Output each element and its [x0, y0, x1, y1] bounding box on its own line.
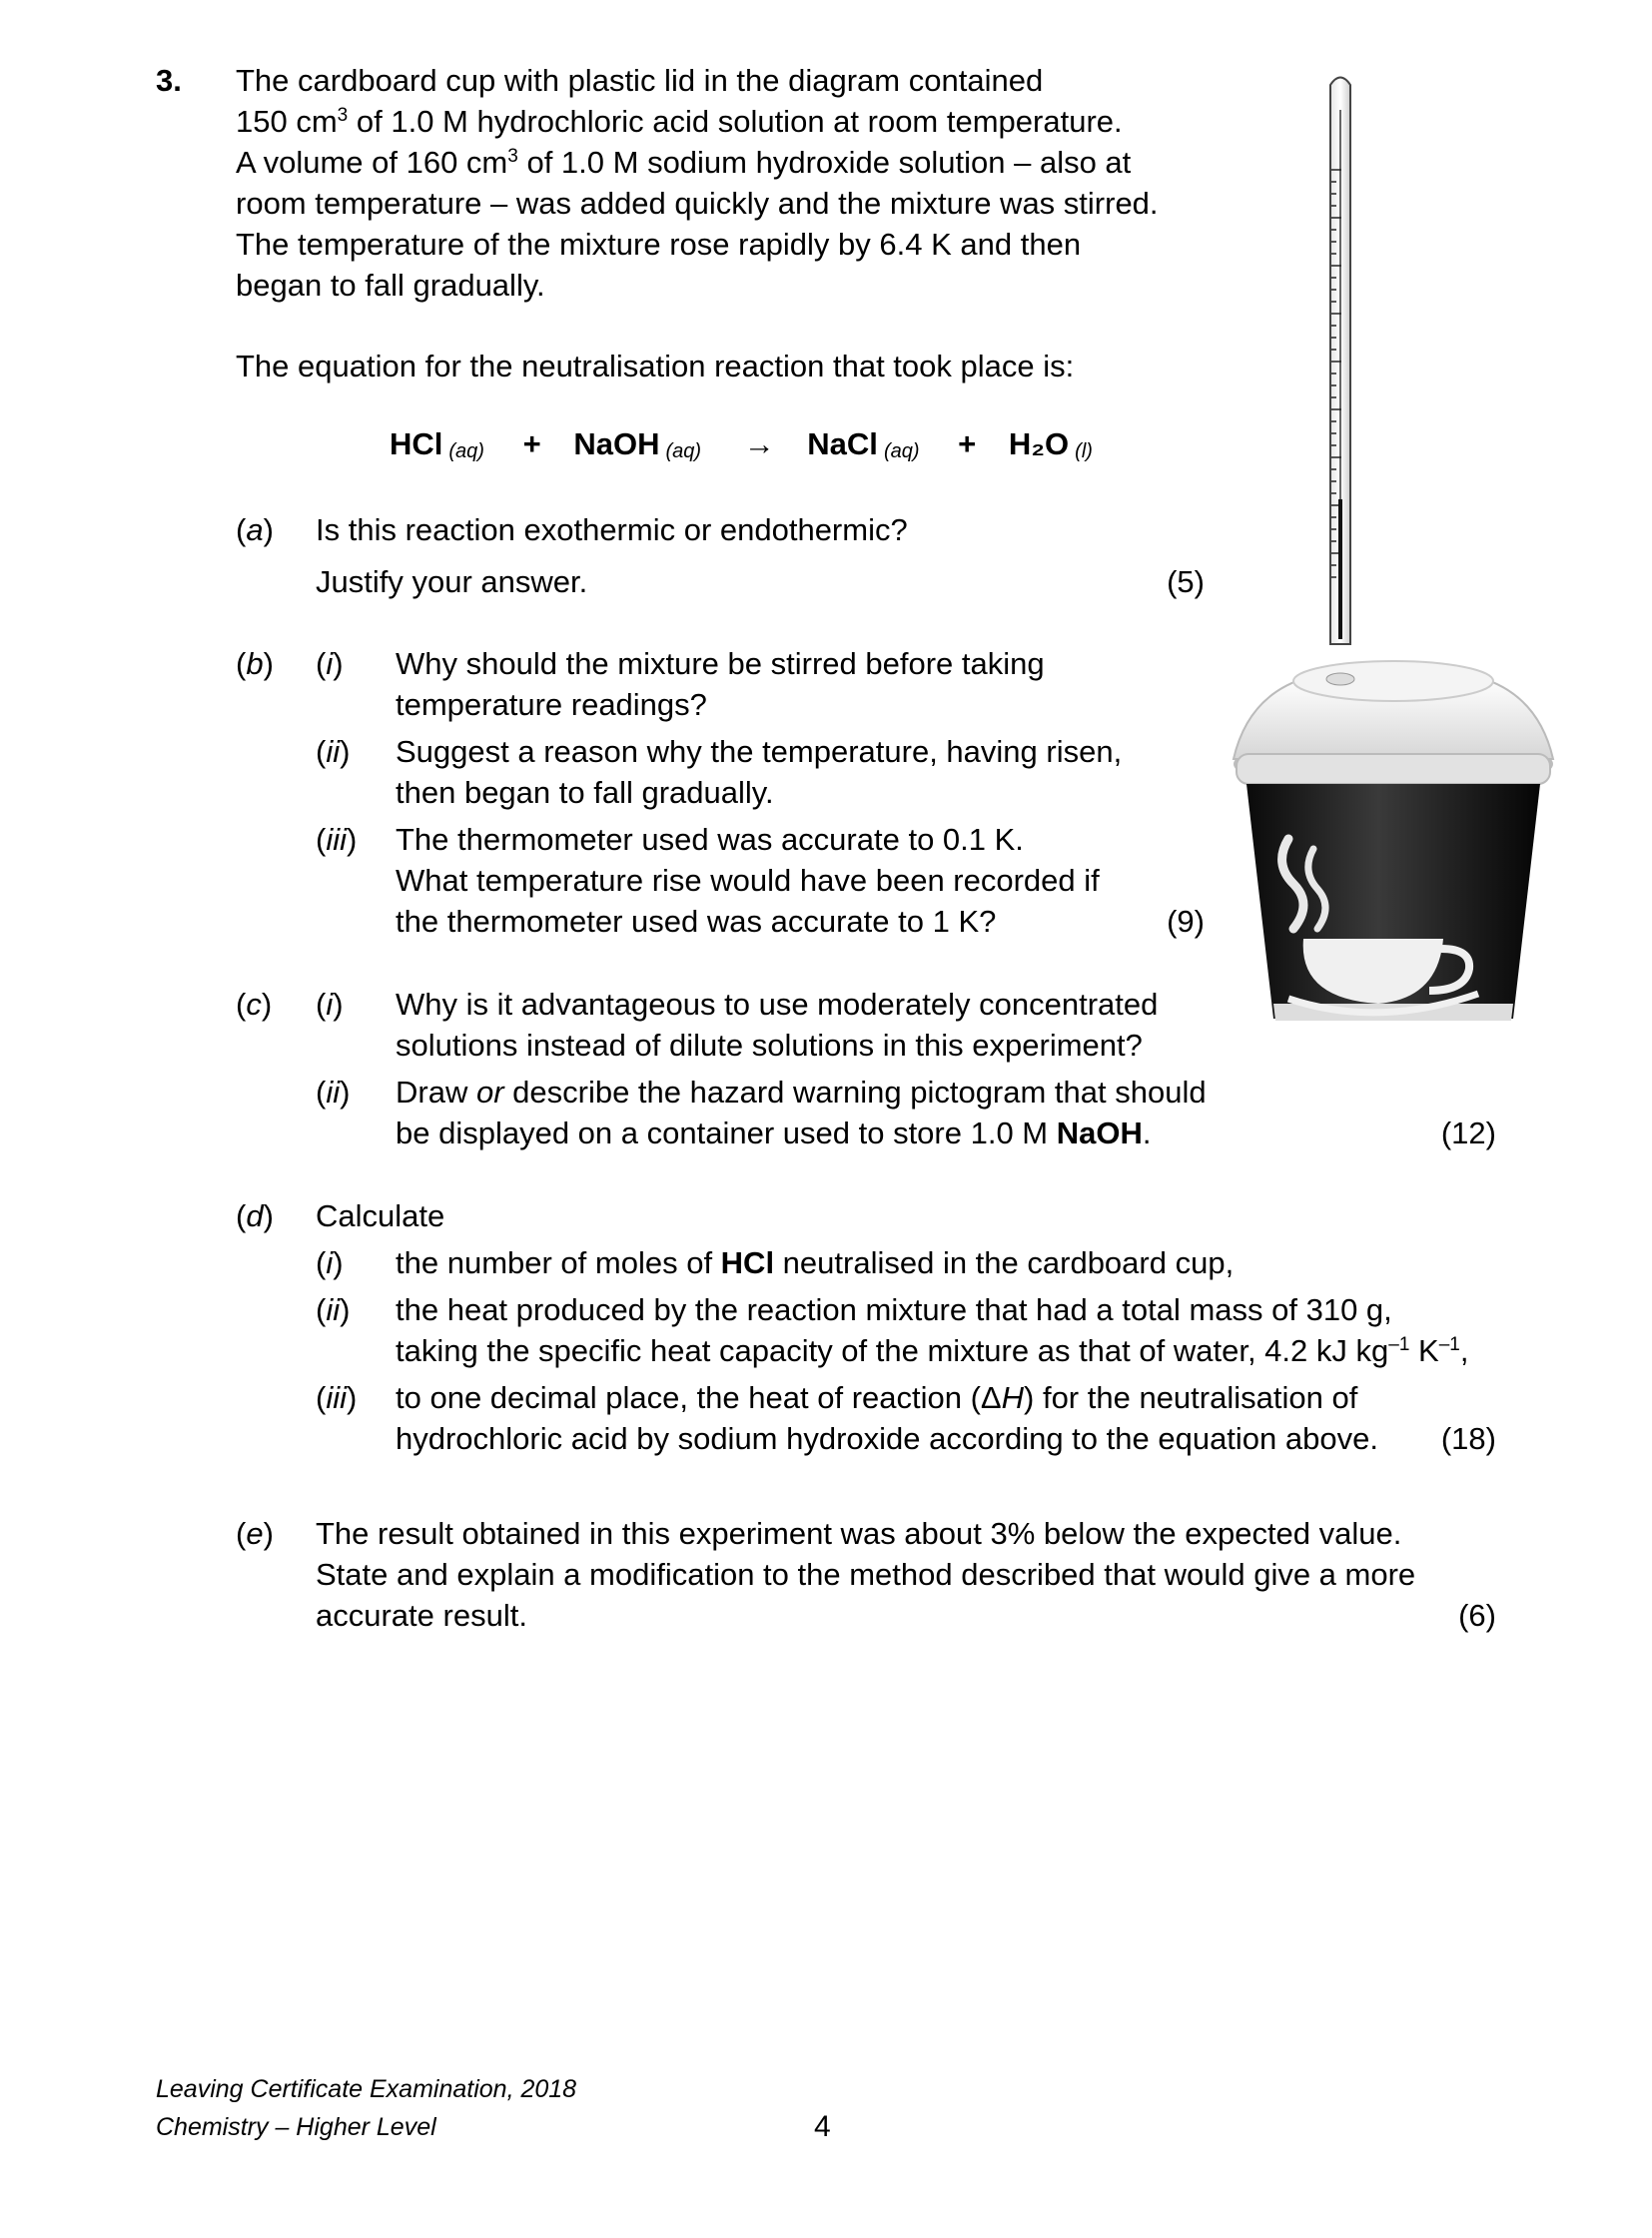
part-d-i-label: (i) — [316, 1245, 344, 1280]
part-c-marks: (12) — [1440, 1116, 1496, 1150]
part-c-i-line-2: solutions instead of dilute solutions in this experiment? — [396, 1028, 1143, 1063]
part-b-ii-label: (ii) — [316, 734, 351, 769]
cup-thermometer-figure — [1229, 70, 1558, 1029]
intro-line-2: 150 $cm^3$ of 1.0 M hydrochloric acid solution at room temperature. — [236, 104, 1123, 139]
reactant-hcl: HCl — [390, 426, 443, 461]
part-d-ii-line-2: taking the specific heat capacity of the mixture as that of water, 4.2 kJ $kg^{-1}$ $K^{-1}$, — [396, 1333, 1469, 1368]
part-b-iii-line-1: The thermometer used was accurate to 0.1 K. — [396, 822, 1024, 857]
intro-line-1: The cardboard cup with plastic lid in the diagram contained — [236, 63, 1044, 98]
part-e-marks: (6) — [1458, 1598, 1496, 1633]
part-d-label: (d) — [236, 1198, 274, 1233]
volume-1: 150 cm — [236, 104, 338, 139]
part-e-line-1: The result obtained in this experiment was about 3% below the expected value. — [316, 1516, 1402, 1551]
part-c-ii-line-2: be displayed on a container used to store 1.0 M NaOH. — [396, 1116, 1152, 1150]
arrow-icon: → — [743, 426, 775, 461]
cup-icon — [1246, 784, 1540, 1021]
part-b-iii-line-2: What temperature rise would have been recorded if — [396, 863, 1100, 898]
part-a-marks: (5) — [1167, 564, 1205, 599]
part-b-marks: (9) — [1167, 904, 1205, 939]
intro-line-5: The temperature of the mixture rose rapidly by 6.4 K and then — [236, 227, 1082, 262]
part-c-i-label: (i) — [316, 987, 344, 1022]
thermometer-icon — [1330, 78, 1350, 645]
part-d-marks: (18) — [1440, 1421, 1496, 1456]
reactant-naoh: NaOH — [573, 426, 660, 461]
part-b-ii-line-2: then began to fall gradually. — [396, 775, 774, 810]
lid-icon — [1234, 661, 1553, 794]
part-d-iii-line-1: to one decimal place, the heat of reaction (ΔH) for the neutralisation of — [396, 1380, 1358, 1415]
part-b-i-line-2: temperature readings? — [396, 687, 707, 722]
part-e-line-3: accurate result. — [316, 1598, 527, 1633]
product-water: H₂O — [1008, 426, 1070, 461]
intro-line-6: began to fall gradually. — [236, 268, 545, 303]
part-d-i-line: the number of moles of HCl neutralised in the cardboard cup, — [396, 1245, 1235, 1280]
part-d-intro: Calculate — [316, 1198, 445, 1233]
chemical-equation: HCl (aq) + NaOH (aq) → NaCl (aq) + H₂O (l) — [390, 423, 1093, 472]
part-c-ii-label: (ii) — [316, 1075, 351, 1110]
part-b-iii-label: (iii) — [316, 822, 358, 857]
footer-subject: Chemistry – Higher Level — [156, 2113, 436, 2141]
part-d-ii-line-1: the heat produced by the reaction mixture that had a total mass of 310 g, — [396, 1292, 1392, 1327]
part-a-line-2: Justify your answer. — [316, 564, 588, 599]
part-a-line-1: Is this reaction exothermic or endothermic? — [316, 512, 908, 547]
equation-intro: The equation for the neutralisation reaction that took place is: — [236, 349, 1075, 383]
part-a-label: (a) — [236, 512, 274, 547]
part-e-label: (e) — [236, 1516, 274, 1551]
part-d-iii-label: (iii) — [316, 1380, 358, 1415]
question-number: 3. — [156, 63, 182, 98]
part-b-label: (b) — [236, 646, 274, 681]
part-c-ii-line-1: Draw or describe the hazard warning pictogram that should — [396, 1075, 1207, 1110]
part-c-i-line-1: Why is it advantageous to use moderately concentrated — [396, 987, 1159, 1022]
intro-line-4: room temperature – was added quickly and the mixture was stirred. — [236, 186, 1159, 221]
part-b-ii-line-1: Suggest a reason why the temperature, having risen, — [396, 734, 1123, 769]
part-c-label: (c) — [236, 987, 273, 1022]
product-nacl: NaCl — [807, 426, 878, 461]
part-b-i-line-1: Why should the mixture be stirred before taking — [396, 646, 1045, 681]
intro-line-3: A volume of 160 $cm^3$ of 1.0 M sodium hydroxide solution – also at — [236, 145, 1132, 180]
part-e-line-2: State and explain a modification to the method described that would give a more — [316, 1557, 1416, 1592]
part-d-ii-label: (ii) — [316, 1292, 351, 1327]
footer-exam: Leaving Certificate Examination, 2018 — [156, 2075, 577, 2103]
part-b-iii-line-3: the thermometer used was accurate to 1 K? — [396, 904, 997, 939]
part-b-i-label: (i) — [316, 646, 344, 681]
volume-2: A volume of 160 cm — [236, 145, 508, 180]
part-d-iii-line-2: hydrochloric acid by sodium hydroxide according to the equation above. — [396, 1421, 1378, 1456]
page-number: 4 — [814, 2110, 831, 2143]
